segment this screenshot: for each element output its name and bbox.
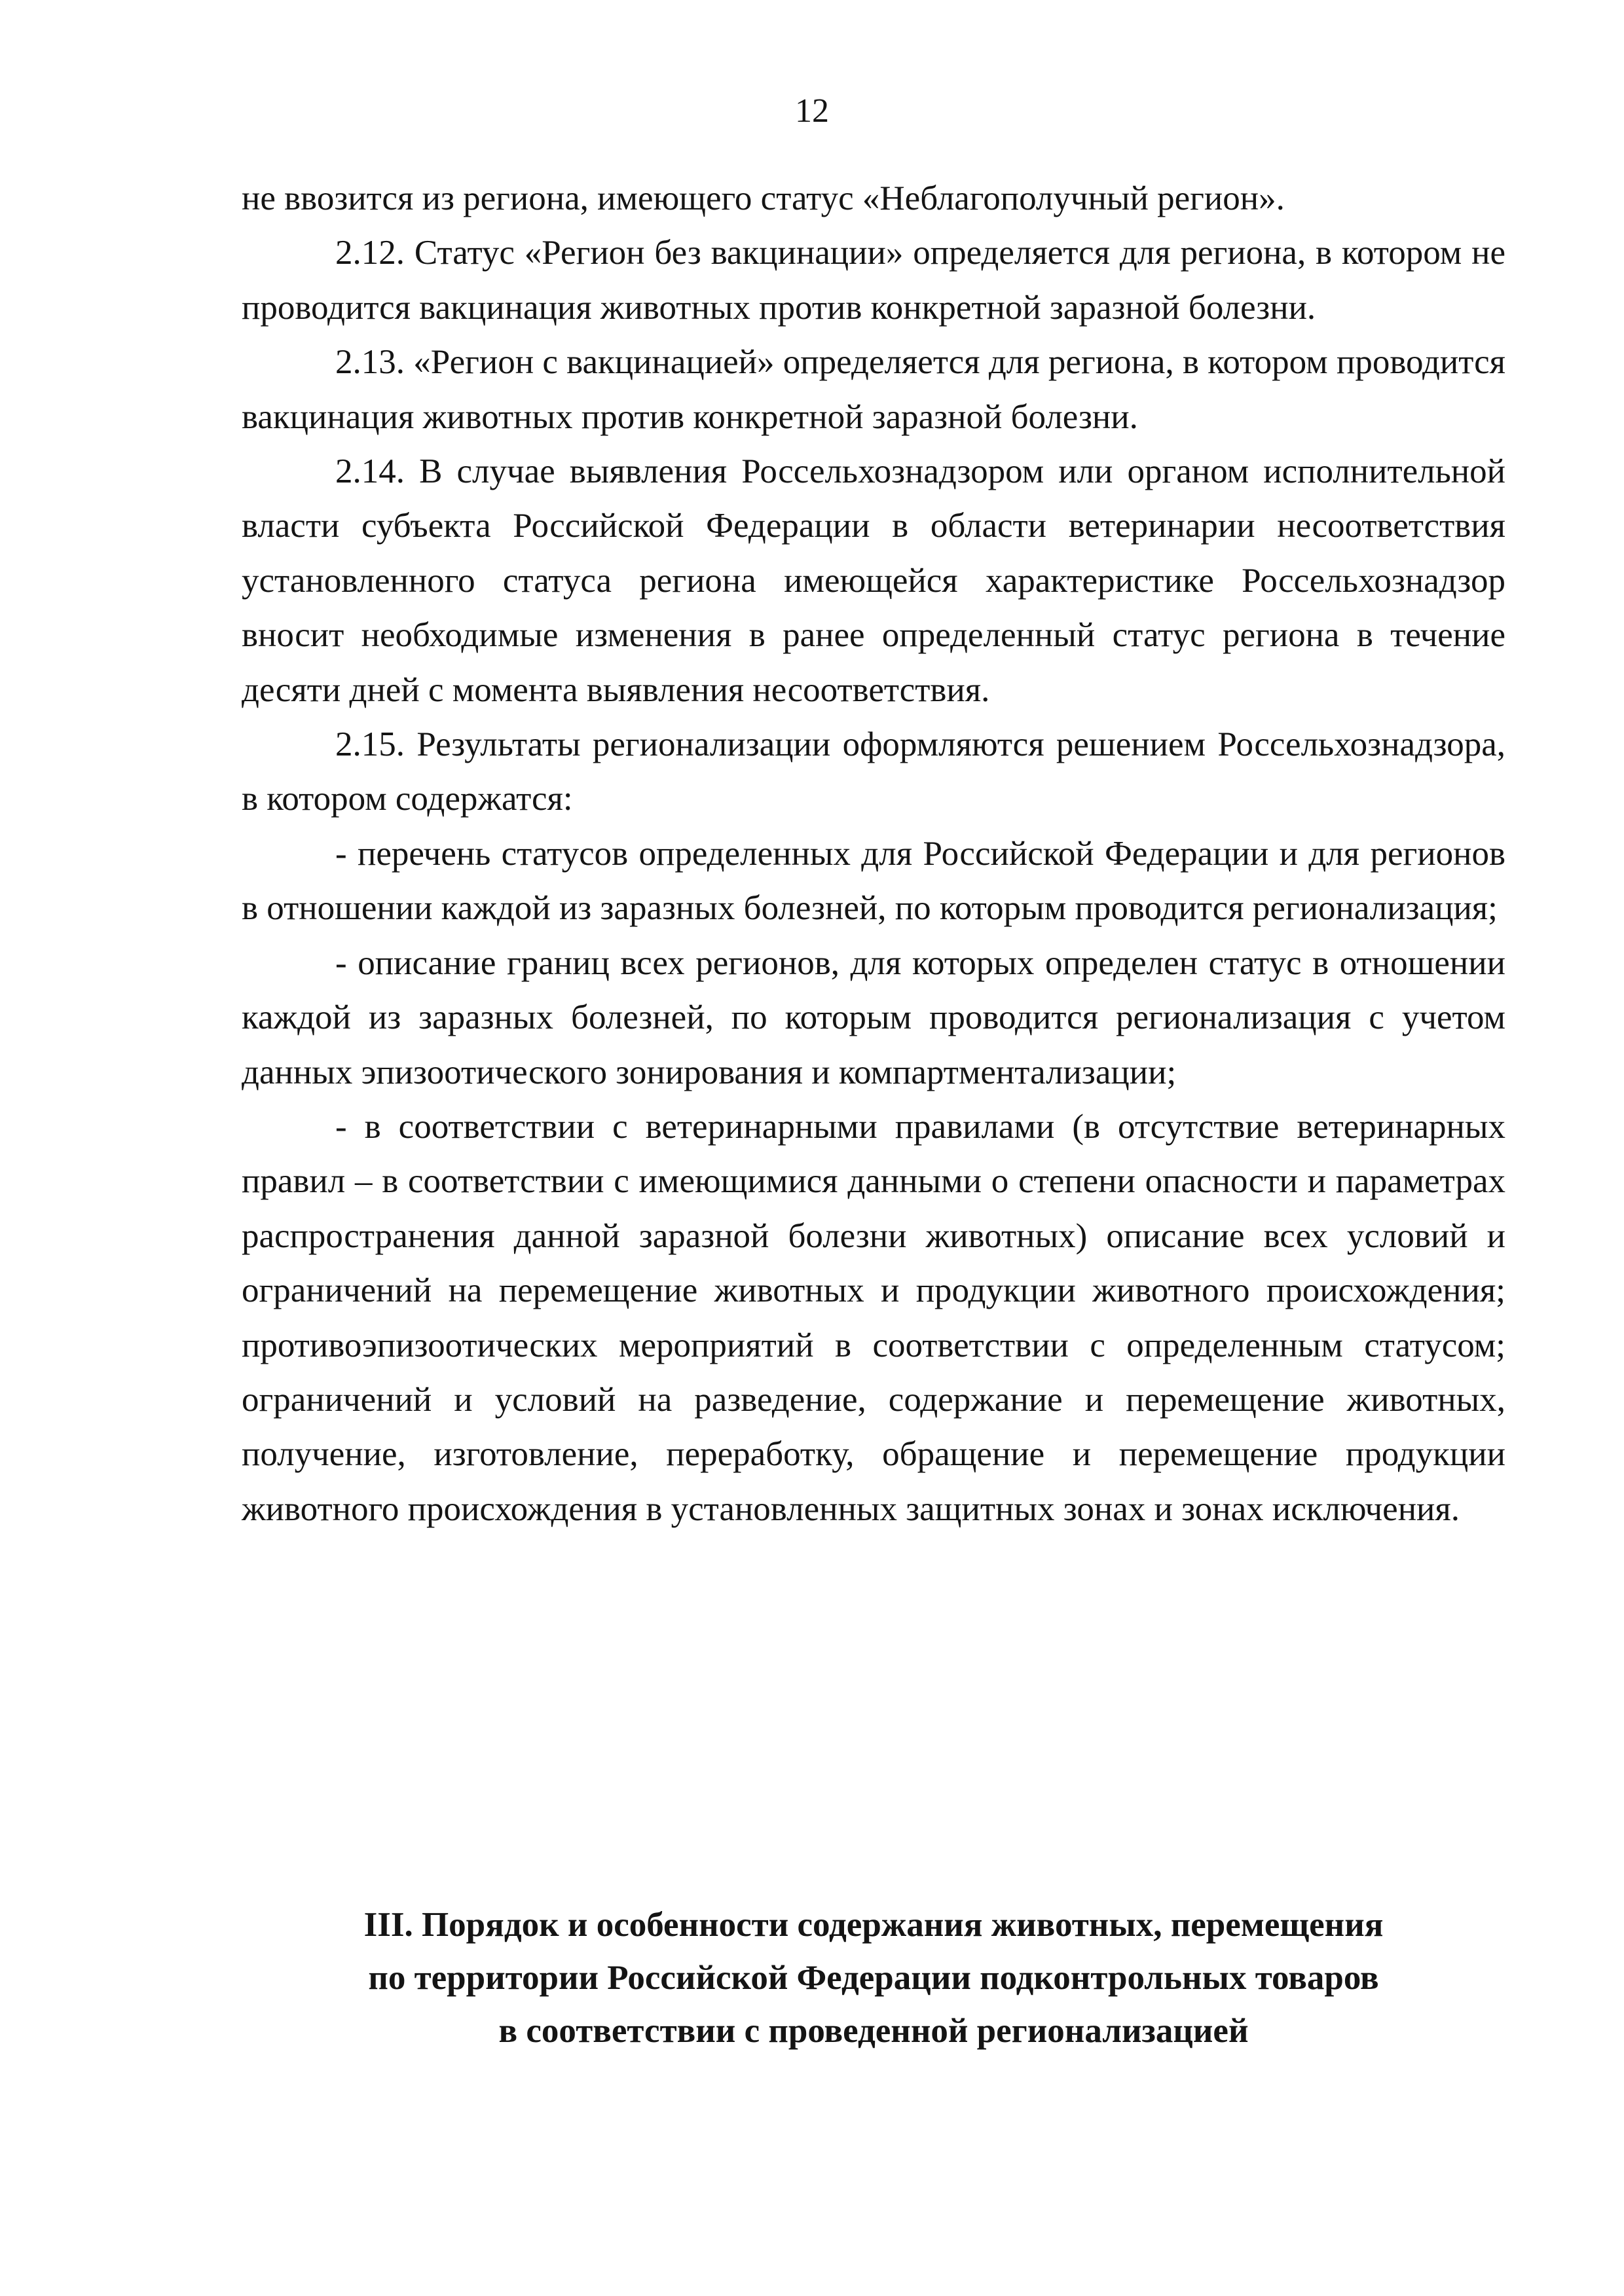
paragraph-2-14: 2.14. В случае выявления Россельхознадзором или органом исполнительной власти субъекта Российской Федерации в области ветеринарии несоответствия установленного статуса региона имеющейся характеристике Россельхознадзор вносит необходимые изменения в ранее определенный статус региона в течение десяти дней с момента выявления несоответствия. [242, 452, 1505, 709]
paragraph-2-13: 2.13. «Регион с вакцинацией» определяется для региона, в котором проводится вакцинация животных против конкретной заразной болезни. [242, 343, 1505, 436]
section-heading [242, 1899, 1505, 2058]
section-heading-line-1: III. Порядок и особенности содержания животных, перемещения [363, 1906, 1384, 1944]
paragraph-2-15: 2.15. Результаты регионализации оформляются решением Россельхознадзора, в котором содержатся: [242, 725, 1505, 818]
document-body [242, 172, 1505, 1537]
section-heading-line-3: в соответствии с проведенной регионализацией [498, 2012, 1249, 2050]
page-number: 12 [795, 92, 829, 130]
paragraph-2-12: 2.12. Статус «Регион без вакцинации» определяется для региона, в котором не проводится вакцинация животных против конкретной заразной болезни. [242, 234, 1505, 327]
list-item-region-borders: - описание границ всех регионов, для которых определен статус в отношении каждой из заразных болезней, по которым проводится регионализация с учетом данных эпизоотического зонирования и компартментализации; [242, 943, 1505, 1091]
list-item-veterinary-rules: - в соответствии с ветеринарными правилами (в отсутствие ветеринарных правил – в соответствии с имеющимися данными о степени опасности и параметрах распространения данной заразной болезни животных) описание всех условий и ограничений на перемещение животных и продукции животного происхождения; противоэпизоотических мероприятий в соответствии с определенным статусом; ограничений и условий на разведение, содержание и перемещение животных, получение, изготовление, переработку, обращение и перемещение продукции животного происхождения в установленных защитных зонах и зонах исключения. [242, 1107, 1505, 1528]
paragraph-continuation: не ввозится из региона, имеющего статус «Неблагополучный регион». [242, 179, 1285, 217]
section-heading-line-2: по территории Российской Федерации подконтрольных товаров [368, 1959, 1379, 1997]
list-item-status-list: - перечень статусов определенных для Российской Федерации и для регионов в отношении каждой из заразных болезней, по которым проводится регионализация; [242, 834, 1505, 928]
